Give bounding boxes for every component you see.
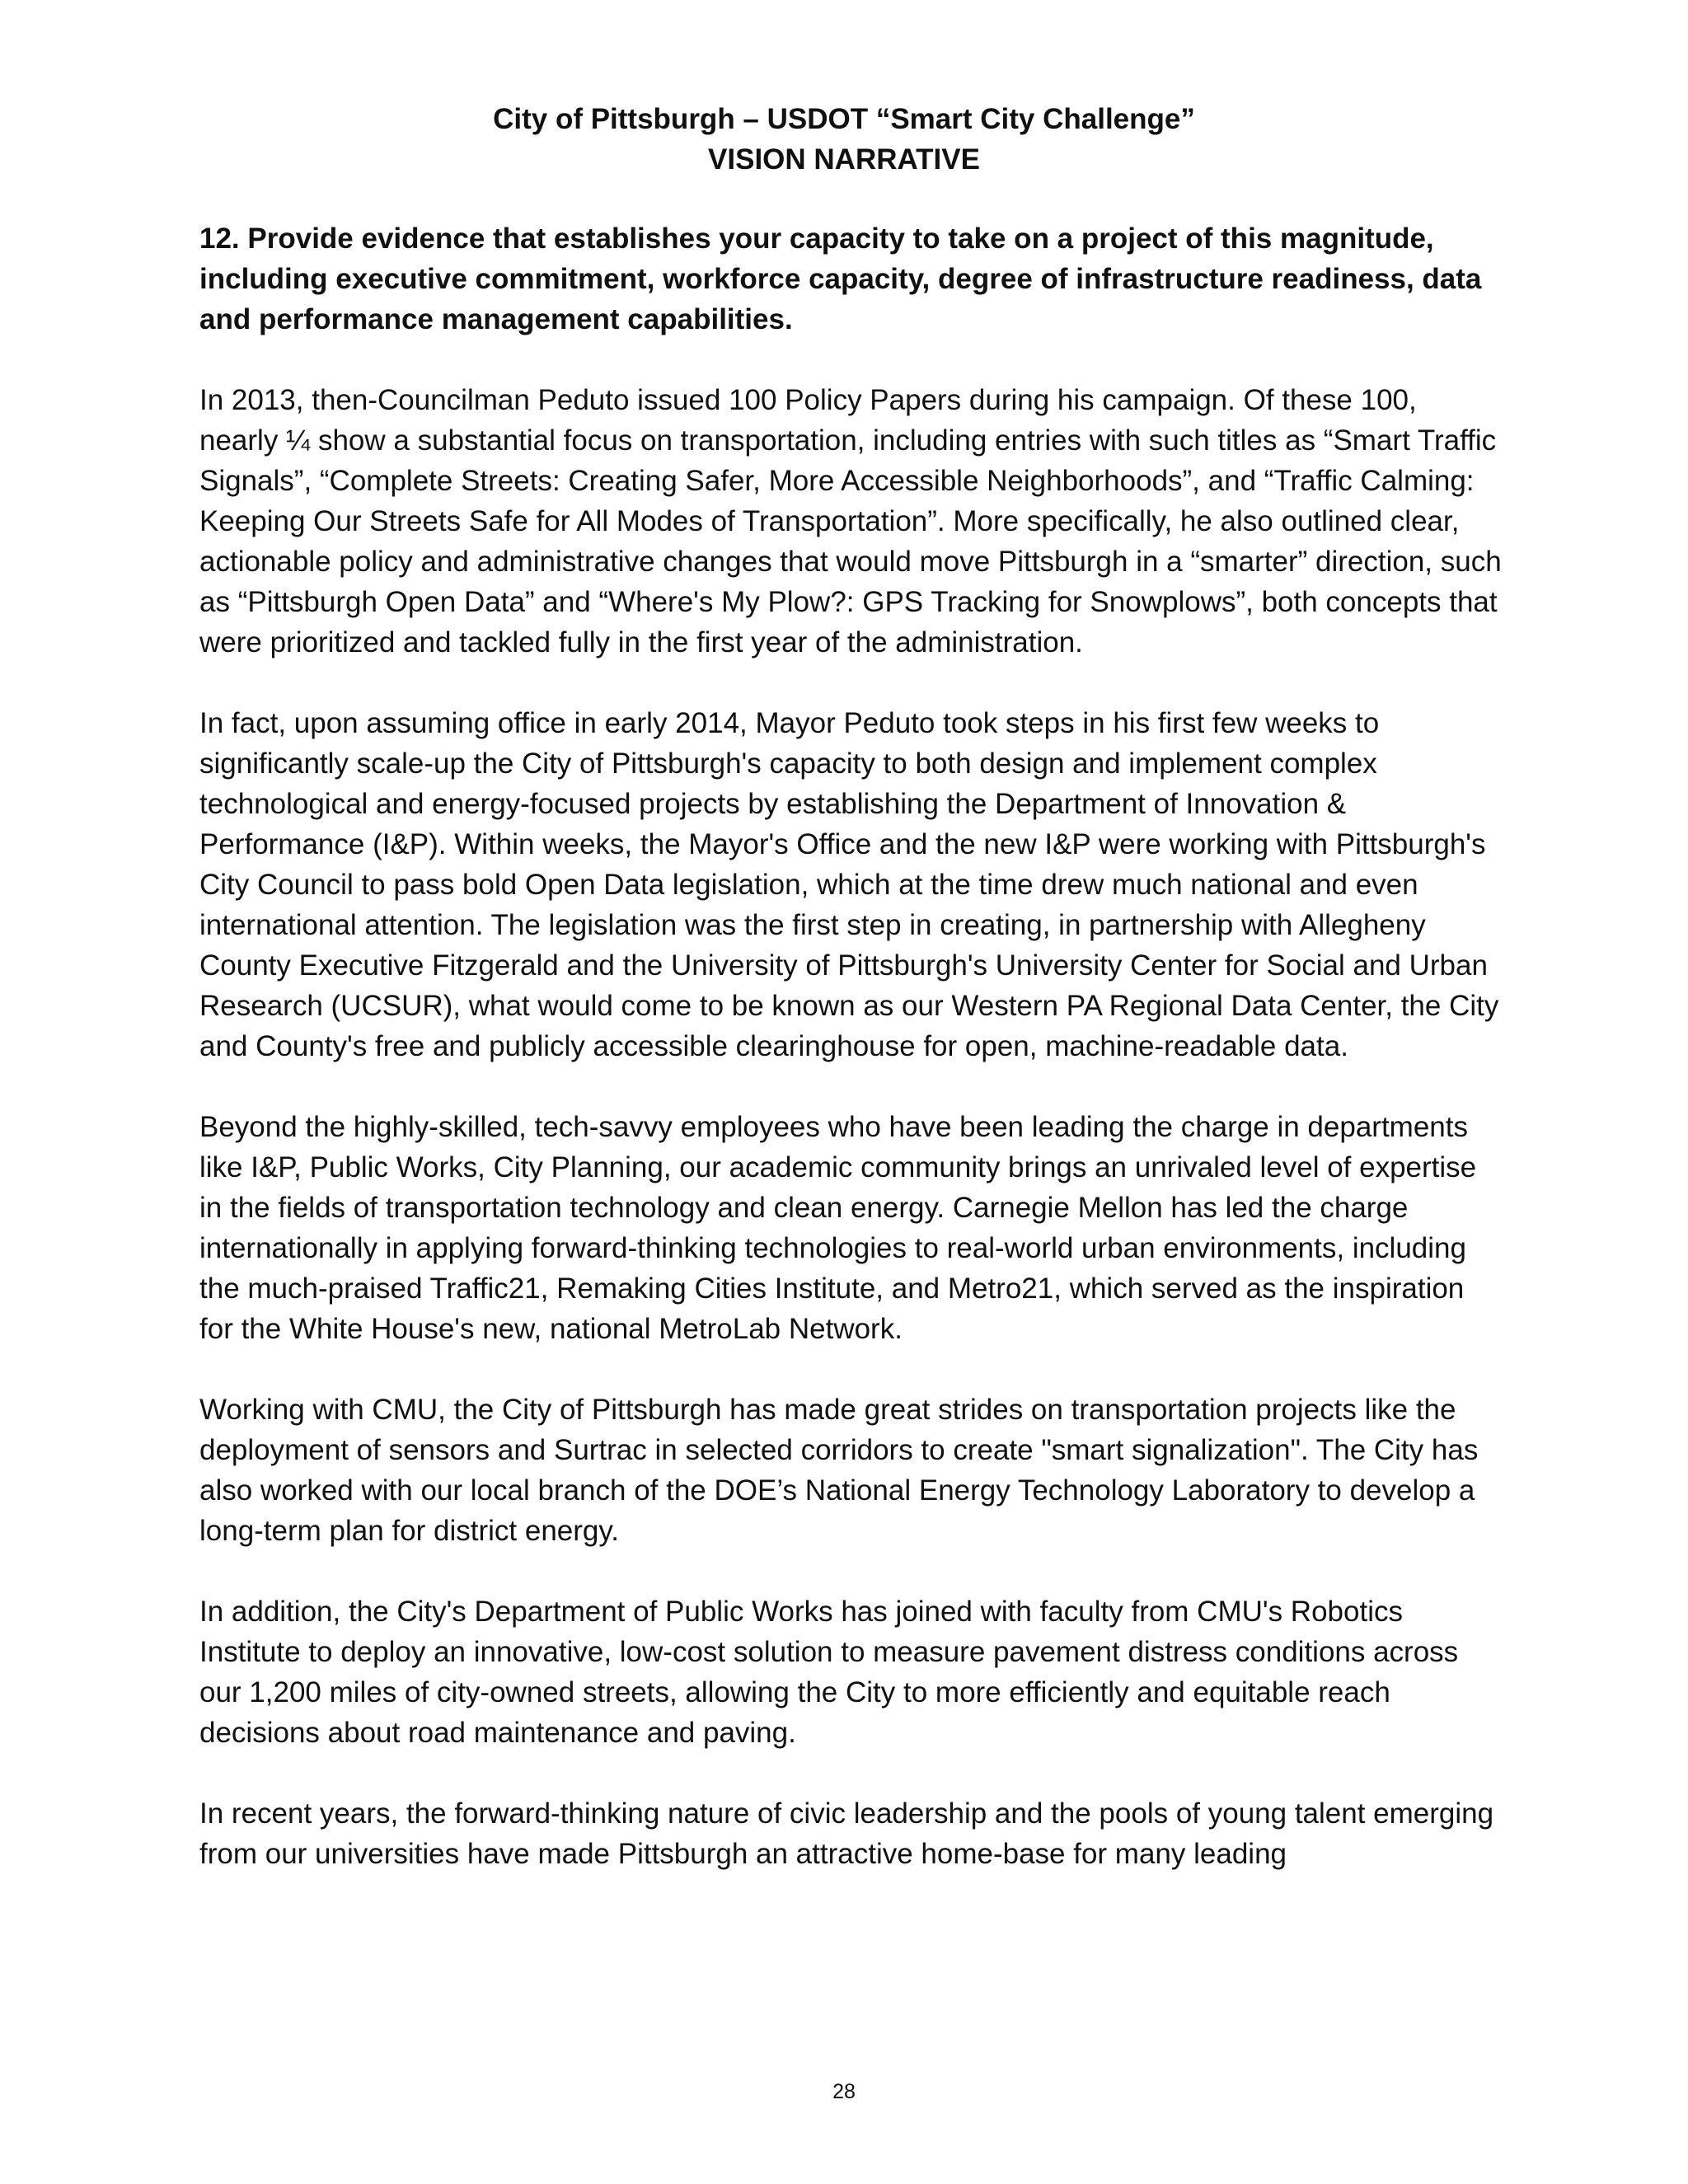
- paragraph-academic-community: Beyond the highly-skilled, tech-savvy employees who have been leading the charge in departments like I&P, Public Works, City Planning, our academic community brings an unrivaled level of expertise in the fields of transportation technology and clean energy. Carnegie Mellon has led the charge internationally in applying forward-thinking technologies to real-world urban environments, including the much-praised Traffic21, Remaking Cities Institute, and Metro21, which served as the inspiration for the White House's new, national MetroLab Network.: [199, 1111, 1477, 1345]
- paragraph-campaign-policy-papers: In 2013, then-Councilman Peduto issued 100 Policy Papers during his campaign. Of these 100, nearly ¼ show a substantial focus on transportation, including entries with such titles as “Smart Traffic Signals”, “Complete Streets: Creating Safer, More Accessible Neighborhoods”, and “Traffic Calming: Keeping Our Streets Safe for All Modes of Transportation”. More specifically, he also outlined clear, actionable policy and administrative changes that would move Pittsburgh in a “smarter” direction, such as “Pittsburgh Open Data” and “Where's My Plow?: GPS Tracking for Snowplows”, both concepts that were prioritized and tackled fully in the first year of the administration.: [199, 384, 1502, 658]
- paragraph-public-works-pavement: In addition, the City's Department of Public Works has joined with faculty from CMU's Robotics Institute to deploy an innovative, low-cost solution to measure pavement distress conditions across our 1,200 miles of city-owned streets, allowing the City to more efficiently and equitable reach decisions about road maintenance and paving.: [199, 1596, 1459, 1749]
- question-heading: 12. Provide evidence that establishes your capacity to take on a project of this magnitude, including executive commitment, workforce capacity, degree of infrastructure readiness, data and performance management capabilities.: [199, 223, 1482, 335]
- document-title: City of Pittsburgh – USDOT “Smart City Challenge”: [493, 103, 1195, 135]
- document-body: [199, 218, 1502, 1915]
- document-subtitle: VISION NARRATIVE: [708, 143, 980, 176]
- paragraph-civic-leadership: In recent years, the forward-thinking nature of civic leadership and the pools of young talent emerging from our universities have made Pittsburgh an attractive home-base for many leading: [199, 1797, 1494, 1870]
- paragraph-cmu-transportation: Working with CMU, the City of Pittsburgh has made great strides on transportation projects like the deployment of sensors and Surtrac in selected corridors to create "smart signalization". The City has also worked with our local branch of the DOE’s National Energy Technology Laboratory to develop a long-term plan for district energy.: [199, 1394, 1479, 1547]
- page-number: 28: [832, 2080, 856, 2103]
- paragraph-innovation-performance: In fact, upon assuming office in early 2014, Mayor Peduto took steps in his first few weeks to significantly scale-up the City of Pittsburgh's capacity to both design and implement complex technological and energy-focused projects by establishing the Department of Innovation & Performance (I&P). Within weeks, the Mayor's Office and the new I&P were working with Pittsburgh's City Council to pass bold Open Data legislation, which at the time drew much national and even international attention. The legislation was the first step in creating, in partnership with Allegheny County Executive Fitzgerald and the University of Pittsburgh's University Center for Social and Urban Research (UCSUR), what would come to be known as our Western PA Regional Data Center, the City and County's free and publicly accessible clearinghouse for open, machine-readable data.: [199, 707, 1499, 1062]
- document-header: [0, 99, 1688, 180]
